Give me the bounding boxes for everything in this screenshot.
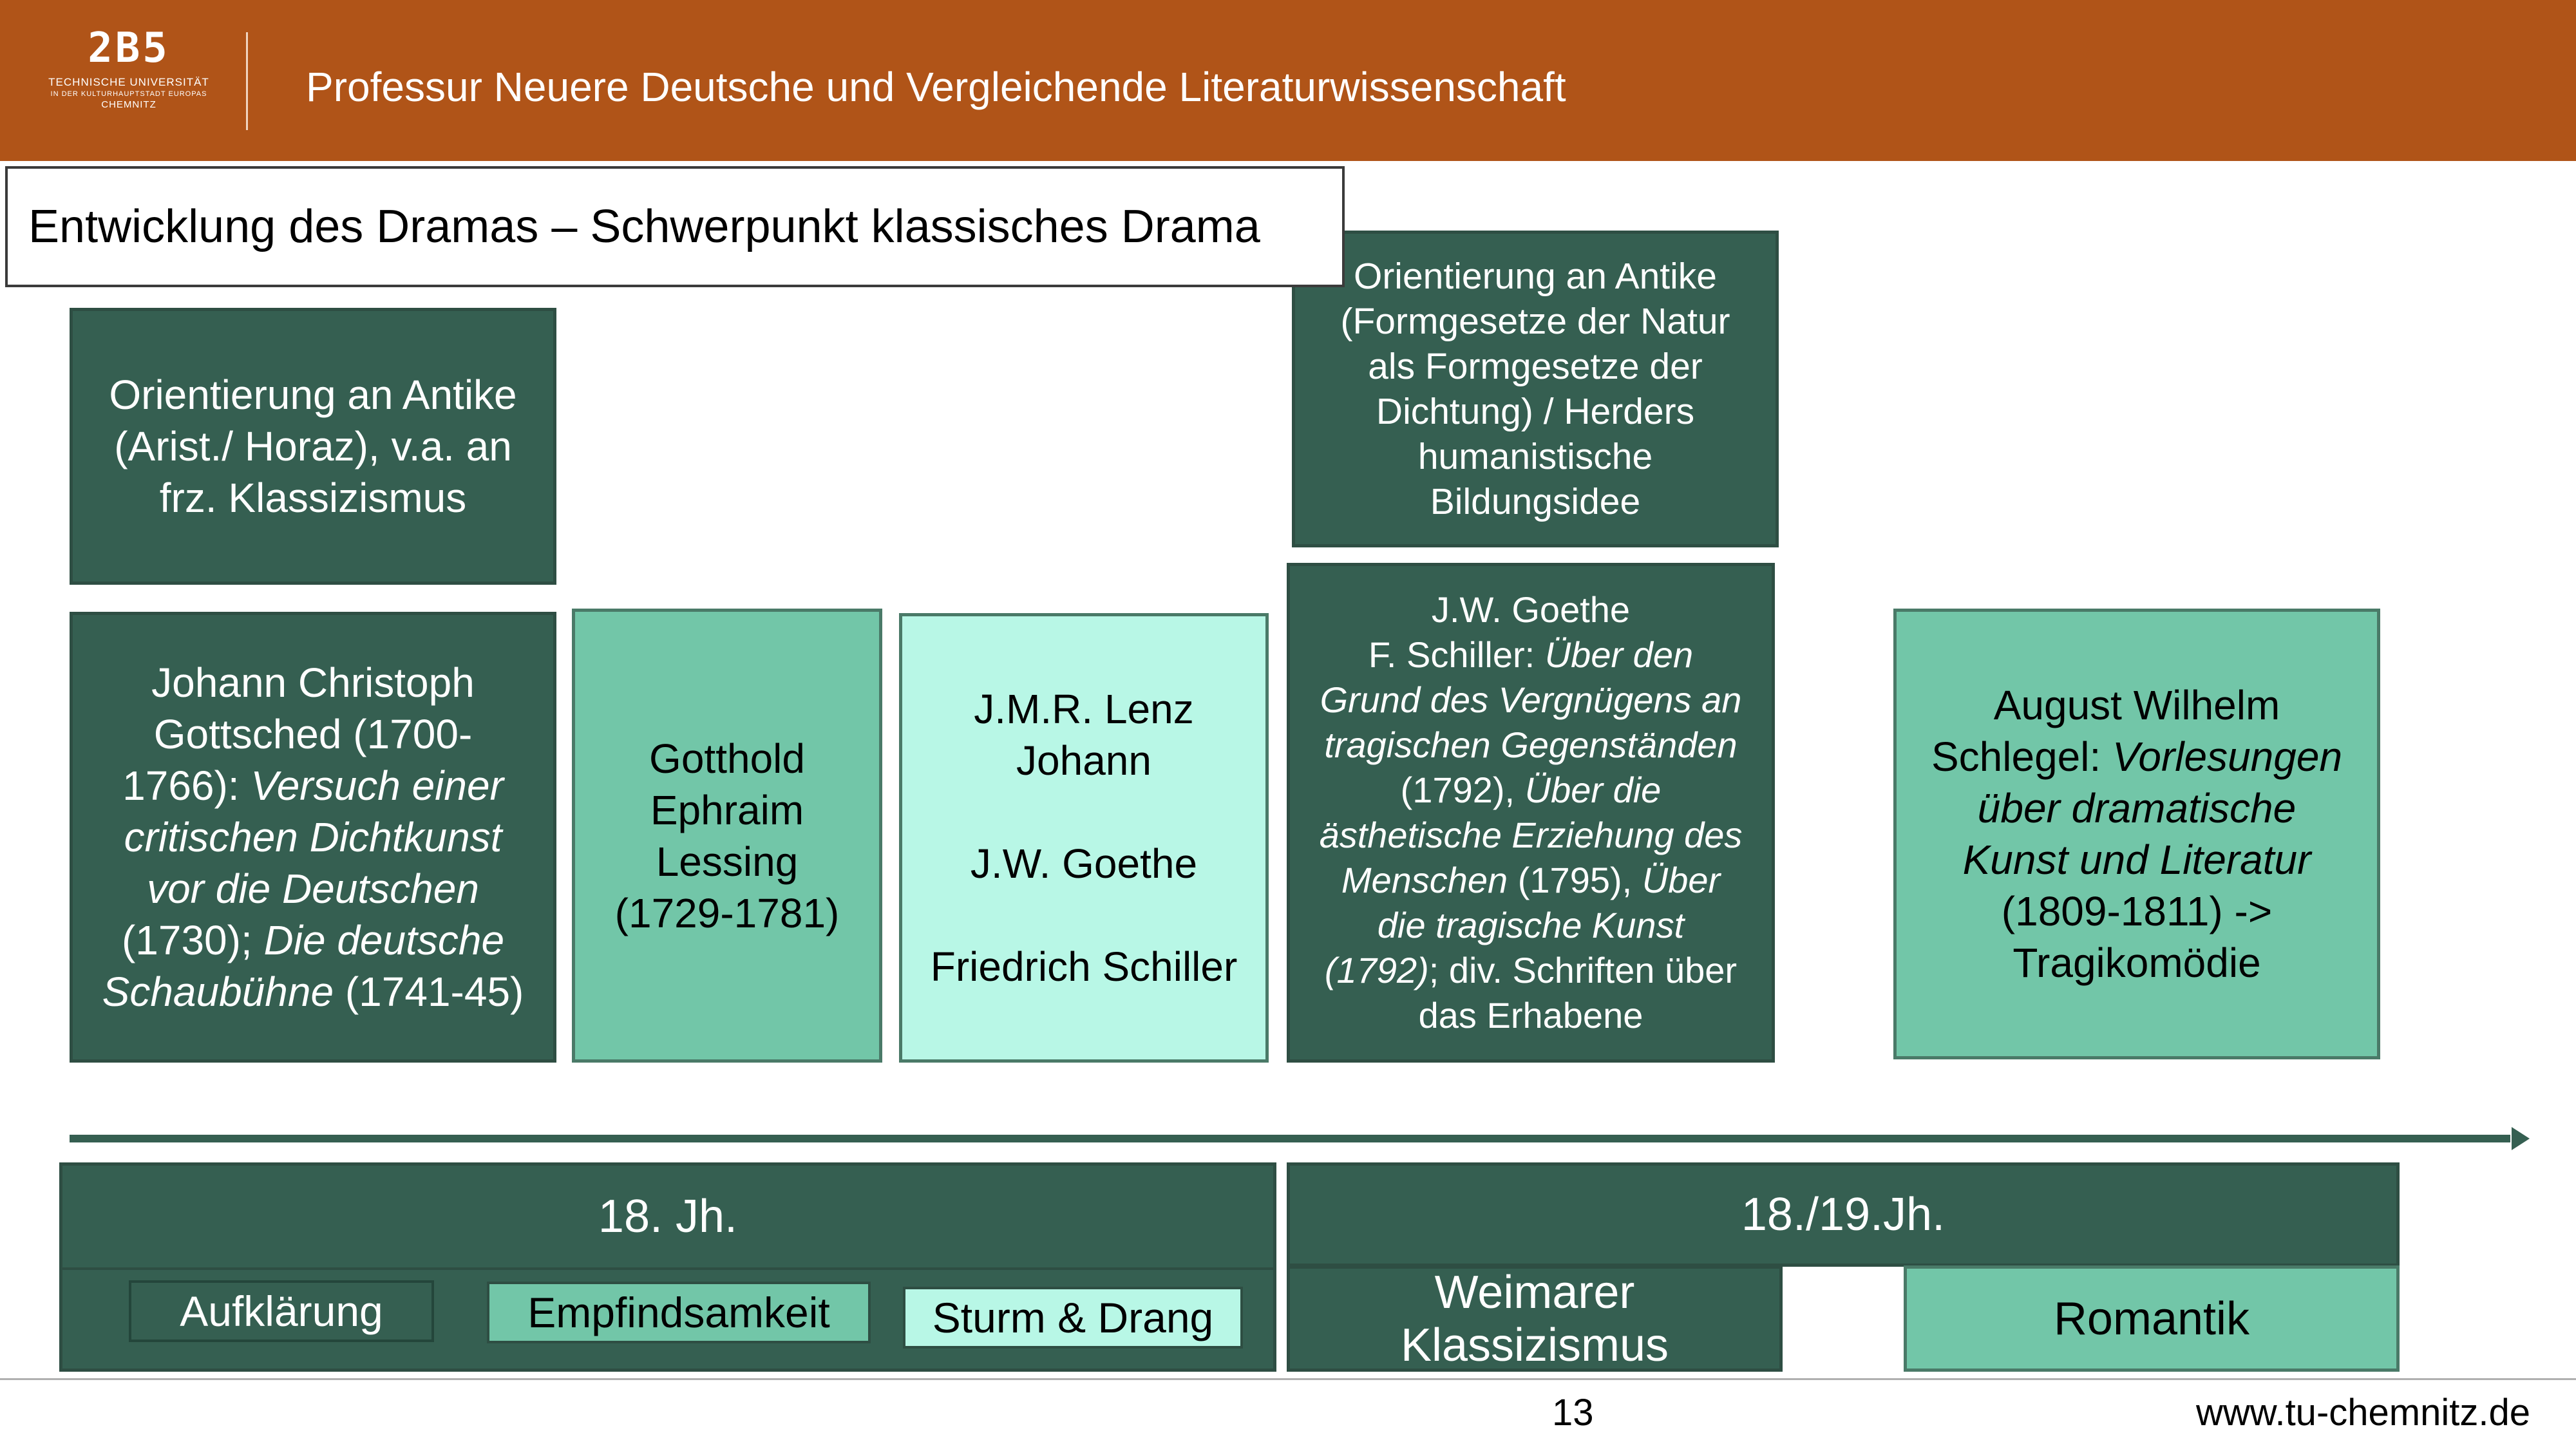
box-line xyxy=(1325,948,1737,993)
box-line xyxy=(122,914,504,966)
logo-line-1: TECHNISCHE UNIVERSITÄT xyxy=(48,76,209,88)
work-title: (1792) xyxy=(1324,950,1429,990)
work-title: Menschen xyxy=(1341,860,1508,900)
work-title: Über die xyxy=(1524,770,1662,810)
logo-line-3: CHEMNITZ xyxy=(101,99,156,110)
epoch-weimarer-klassizismus xyxy=(1287,1265,1783,1372)
box-text: ; div. Schriften über xyxy=(1428,950,1738,990)
epoch-aufklaerung: Aufklärung xyxy=(129,1280,434,1342)
box-line xyxy=(1978,782,2296,834)
work-title: über dramatische xyxy=(1977,785,2297,831)
box-line xyxy=(1320,813,1743,858)
box-line xyxy=(102,966,524,1018)
logo-mark: 2B5 xyxy=(88,24,170,72)
box-line: Johann xyxy=(1016,737,1151,784)
page-number: 13 xyxy=(1552,1392,1594,1434)
box-line: (Formgesetze der Natur xyxy=(1340,301,1730,342)
box-line: Friedrich Schiller xyxy=(930,943,1238,990)
box-text: 1766): xyxy=(122,762,251,809)
box-line: Gotthold xyxy=(649,735,805,782)
box-line: J.M.R. Lenz xyxy=(974,686,1194,732)
box-line xyxy=(1401,768,1662,813)
box-text: F. Schiller: xyxy=(1368,634,1545,675)
box-line: das Erhabene xyxy=(1418,995,1643,1036)
box-line: Bildungsidee xyxy=(1430,481,1641,522)
box-text: (1741-45) xyxy=(334,969,524,1015)
epoch-sturm-und-drang: Sturm & Drang xyxy=(903,1287,1243,1349)
footer-divider xyxy=(0,1378,2576,1380)
work-title: Versuch einer xyxy=(251,762,504,809)
box-text: (1730); xyxy=(121,917,264,963)
box-line: (Arist./ Horaz), v.a. an xyxy=(114,423,512,469)
work-title: critischen Dichtkunst xyxy=(124,814,502,860)
box-sturm-und-drang-authors xyxy=(899,613,1269,1063)
box-line xyxy=(147,863,479,914)
box-line xyxy=(1963,834,2311,886)
work-title: Die deutsche xyxy=(263,917,505,963)
period-label: 18. Jh. xyxy=(62,1166,1273,1270)
box-goethe-schiller xyxy=(1287,563,1775,1063)
box-line: Ephraim xyxy=(650,786,804,833)
work-title: die tragische Kunst xyxy=(1377,905,1685,945)
university-logo xyxy=(39,26,219,135)
box-line: J.W. Goethe xyxy=(970,840,1198,887)
period-18th-19th-century: 18./19.Jh. xyxy=(1287,1162,2400,1267)
box-line: (1809-1811) -> xyxy=(2001,888,2273,934)
box-line: Johann Christoph xyxy=(151,659,475,706)
box-text: Schlegel: xyxy=(1931,734,2113,780)
epoch-romantik: Romantik xyxy=(1904,1265,2400,1372)
box-line: Orientierung an Antike xyxy=(109,372,517,418)
box-line: (1729-1781) xyxy=(614,889,840,936)
footer-url[interactable]: www.tu-chemnitz.de xyxy=(2196,1392,2530,1434)
work-title: Über xyxy=(1642,860,1721,900)
box-gottsched xyxy=(70,612,556,1063)
slide-title: Entwicklung des Dramas – Schwerpunkt klassisches Drama xyxy=(5,166,1345,287)
box-schlegel xyxy=(1893,609,2380,1059)
header-title: Professur Neuere Deutsche und Vergleichende Literaturwissenschaft xyxy=(306,64,1566,110)
box-text: (1795), xyxy=(1508,860,1642,900)
header-divider xyxy=(246,32,248,130)
box-text: (1792), xyxy=(1400,770,1525,810)
box-lessing xyxy=(572,609,882,1063)
box-line: Dichtung) / Herders xyxy=(1376,391,1695,432)
box-line: als Formgesetze der xyxy=(1368,346,1703,387)
box-line xyxy=(1341,858,1720,903)
work-title: Kunst und Literatur xyxy=(1962,837,2311,883)
work-title: Grund des Vergnügens an xyxy=(1320,679,1742,720)
work-title: Schaubühne xyxy=(102,969,334,1015)
work-title: vor die Deutschen xyxy=(147,866,479,912)
logo-line-2: IN DER KULTURHAUPTSTADT EUROPAS xyxy=(50,90,207,98)
box-line: Tragikomödie xyxy=(2012,940,2261,986)
box-line: Gottsched (1700- xyxy=(153,711,473,757)
box-line: J.W. Goethe xyxy=(1431,589,1631,630)
box-antike-left xyxy=(70,308,556,585)
epoch-line: Klassizismus xyxy=(1400,1319,1669,1371)
work-title: tragischen Gegenständen xyxy=(1324,724,1738,765)
epoch-empfindsamkeit: Empfindsamkeit xyxy=(487,1282,871,1343)
work-title: Vorlesungen xyxy=(2112,734,2343,780)
box-line xyxy=(1378,903,1684,948)
timeline-arrow xyxy=(70,1126,2530,1151)
timeline-line xyxy=(70,1135,2510,1142)
box-line: Lessing xyxy=(656,838,799,885)
box-line xyxy=(1324,723,1737,768)
box-line xyxy=(124,811,502,863)
box-line xyxy=(1320,677,1742,723)
box-line: August Wilhelm xyxy=(1993,682,2280,728)
box-line: frz. Klassizismus xyxy=(159,475,467,521)
box-line: Orientierung an Antike xyxy=(1353,256,1718,297)
arrow-head-icon xyxy=(2512,1127,2530,1150)
box-antike-right xyxy=(1292,231,1779,547)
epoch-line: Weimarer xyxy=(1434,1266,1635,1318)
box-line: humanistische xyxy=(1417,436,1653,477)
work-title: Über den xyxy=(1544,634,1694,675)
work-title: ästhetische Erziehung des xyxy=(1319,815,1743,855)
box-line xyxy=(1931,731,2342,782)
box-line xyxy=(1368,632,1693,677)
box-line xyxy=(122,760,504,811)
